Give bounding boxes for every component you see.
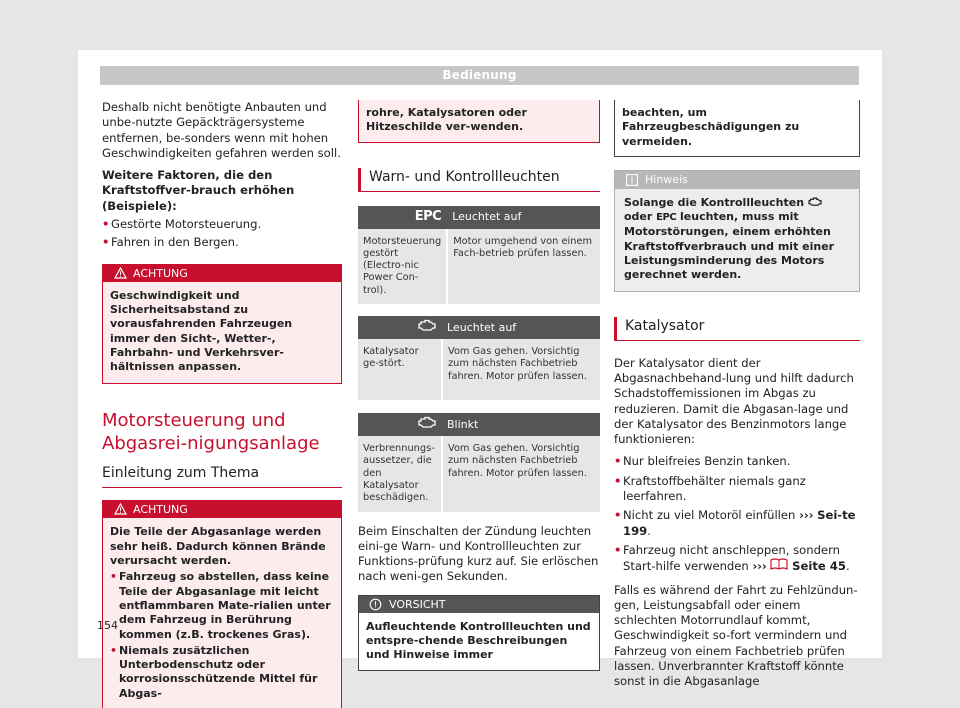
action-cell: Vom Gas gehen. Vorsichtig zum nächsten Fachbetrieb fahren. Motor prüfen lassen.: [448, 346, 587, 382]
info-icon: [626, 174, 638, 192]
warning-text: Geschwindigkeit und Sicherheitsabstand zu vorausfahrenden Fahrzeugen immer den Sicht-, Wetter-, Fahrbahn- und Verkehrsver-hältnissen anpassen.: [110, 288, 293, 374]
list-item-text: Nicht zu viel Motoröl einfüllen: [623, 508, 796, 523]
cause-cell: Katalysator ge-stört.: [358, 339, 442, 400]
caution-text: beachten, um Fahrzeugbeschädigungen zu vermeiden.: [622, 106, 800, 148]
column-middle: [358, 100, 600, 671]
page-number: 154: [97, 619, 118, 632]
caution-header: [359, 596, 599, 613]
engine-icon: [808, 196, 822, 209]
table-header-row: [358, 316, 600, 339]
intro-paragraph: Der Katalysator dient der Abgasnachbehand-lung und hilft dadurch Schadstoffemissionen im Abgas zu reduzieren. Damit die Abgasan-lage und der Katalysator des Benzinmotors lange funktionieren:: [614, 355, 854, 447]
caution-box-continued: [614, 100, 860, 157]
cause-cell: Motorsteuerung gestört (Electro-nic Power Con-trol).: [358, 229, 447, 304]
paragraph: Beim Einschalten der Zündung leuchten eini-ge Warn- und Kontrollleuchten zur Funktions-prüfung kurz auf. Sie erlöschen nach weni-gen Sekunden.: [358, 523, 599, 584]
section-heading: Warn- und Kontrollleuchten: [358, 168, 600, 192]
reference-arrow: ›››: [799, 508, 814, 523]
note-box: [614, 170, 860, 292]
warning-bullet: • Fahrzeug so abstellen, dass keine Teile der Abgasanlage mit leicht entflammbaren Mate-rialien unter dem Fahrzeug in Berührung kommen (z.B. trockenes Gras).: [110, 570, 334, 641]
warning-text: rohre, Katalysatoren oder Hitzeschilde ver-wenden.: [366, 106, 527, 134]
action-cell: Vom Gas gehen. Vorsichtig zum nächsten Fachbetrieb fahren. Motor prüfen lassen.: [448, 443, 587, 479]
page-header: Bedienung: [100, 66, 859, 85]
indicator-table: [358, 413, 600, 511]
column-right: [614, 100, 860, 698]
reference-arrow: ›››: [752, 559, 767, 574]
warning-box: [102, 500, 342, 708]
warning-header: [103, 265, 341, 282]
caution-box: [358, 595, 600, 671]
engine-icon: [418, 321, 436, 334]
status-cell: Leuchtet auf: [447, 320, 517, 334]
page-reference-link[interactable]: Seite 45: [792, 559, 846, 574]
icon-cell: [358, 206, 447, 229]
note-text-part: Solange die Kontrollleuchten: [624, 195, 805, 209]
table-row: [358, 436, 600, 511]
status-cell: Blinkt: [447, 417, 479, 431]
indicator-table: [358, 316, 600, 400]
table-header-row: [358, 206, 600, 229]
warning-label: ACHTUNG: [133, 503, 188, 517]
icon-cell: [358, 316, 442, 339]
note-text-part: oder: [624, 210, 653, 224]
indicator-table: [358, 206, 600, 304]
warning-triangle-icon: [114, 267, 127, 284]
column-left: [102, 100, 342, 708]
warning-box: [102, 264, 342, 385]
action-cell: Motor umgehend von einem Fach-betrieb prüfen lassen.: [453, 235, 593, 259]
list-item: • Fahrzeug nicht anschleppen, sondern Start-hilfe verwenden ››› Seite 45.: [614, 543, 860, 575]
warning-content: [103, 518, 341, 708]
intro-paragraph: Deshalb nicht benötigte Anbauten und unbe-nutzte Gepäckträgersysteme entfernen, be-sonders wenn mit hohen Geschwindigkeiten gefahren werden soll.: [102, 100, 341, 160]
table-header-row: [358, 413, 600, 436]
list-item: • Nicht zu viel Motoröl einfüllen ››› Sei-te 199.: [614, 508, 860, 539]
engine-icon: [418, 418, 436, 431]
book-icon: [770, 559, 788, 573]
table-row: [358, 229, 600, 304]
warning-label: ACHTUNG: [133, 266, 188, 280]
warning-header: [103, 501, 341, 518]
list-item: • Nur bleifreies Benzin tanken.: [614, 454, 860, 469]
factors-heading: Weitere Faktoren, die den Kraftstoffver-brauch erhöhen (Beispiele):: [102, 168, 295, 213]
note-text-part: leuchten, muss mit Motorstörungen, einem erhöhten Kraftstoffverbrauch und mit einer Leistungsminderung des Motors gerechnet werden.: [624, 210, 835, 282]
caution-text: Aufleuchtende Kontrollleuchten und entspre-chende Beschreibungen und Hinweise immer: [359, 613, 599, 670]
note-header: [615, 171, 859, 189]
warning-triangle-icon: [114, 503, 127, 520]
epc-icon: EPC: [656, 212, 677, 224]
status-cell: Leuchtet auf: [452, 210, 522, 224]
list-item: • Kraftstoffbehälter niemals ganz leerfahren.: [614, 474, 860, 505]
table-row: [358, 339, 600, 400]
section-heading: Katalysator: [614, 317, 860, 341]
list-item: • Gestörte Motorsteuerung.: [102, 217, 342, 232]
note-label: Hinweis: [645, 172, 688, 186]
subsection-title: Einleitung zum Thema: [102, 464, 342, 488]
cause-cell: Verbrennungs-aussetzer, die den Katalysator beschädigen.: [358, 436, 442, 511]
warning-text: Die Teile der Abgasanlage werden sehr heiß. Dadurch können Brände verursacht werden.: [110, 525, 326, 568]
note-text: [615, 189, 859, 291]
epc-icon: EPC: [414, 209, 442, 225]
warning-box-continued: [358, 100, 600, 143]
page-reference-link[interactable]: Sei-te 199: [623, 508, 856, 538]
outro-paragraph: Falls es während der Fahrt zu Fehlzündun-gen, Leistungsabfall oder einem schlechten Motorrundlauf kommt, Geschwindigkeit so-fort vermindern und Fahrzeug von einem Fachbetrieb prüfen lassen. Unverbrannter Kraftstoff könnte sonst in die Abgasanlage: [614, 582, 858, 689]
section-title: Motorsteuerung und Abgasrei-nigungsanlage: [102, 410, 320, 455]
warning-bullet: • Niemals zusätzlichen Unterbodenschutz oder korrosionsschützende Mittel für Abgas-: [110, 644, 334, 701]
icon-cell: [358, 413, 442, 436]
list-item: • Fahren in den Bergen.: [102, 235, 342, 250]
list-item-text: Fahrzeug nicht anschleppen, sondern Start-hilfe verwenden: [623, 542, 840, 574]
caution-circle-icon: [369, 598, 382, 616]
caution-label: VORSICHT: [389, 597, 446, 611]
